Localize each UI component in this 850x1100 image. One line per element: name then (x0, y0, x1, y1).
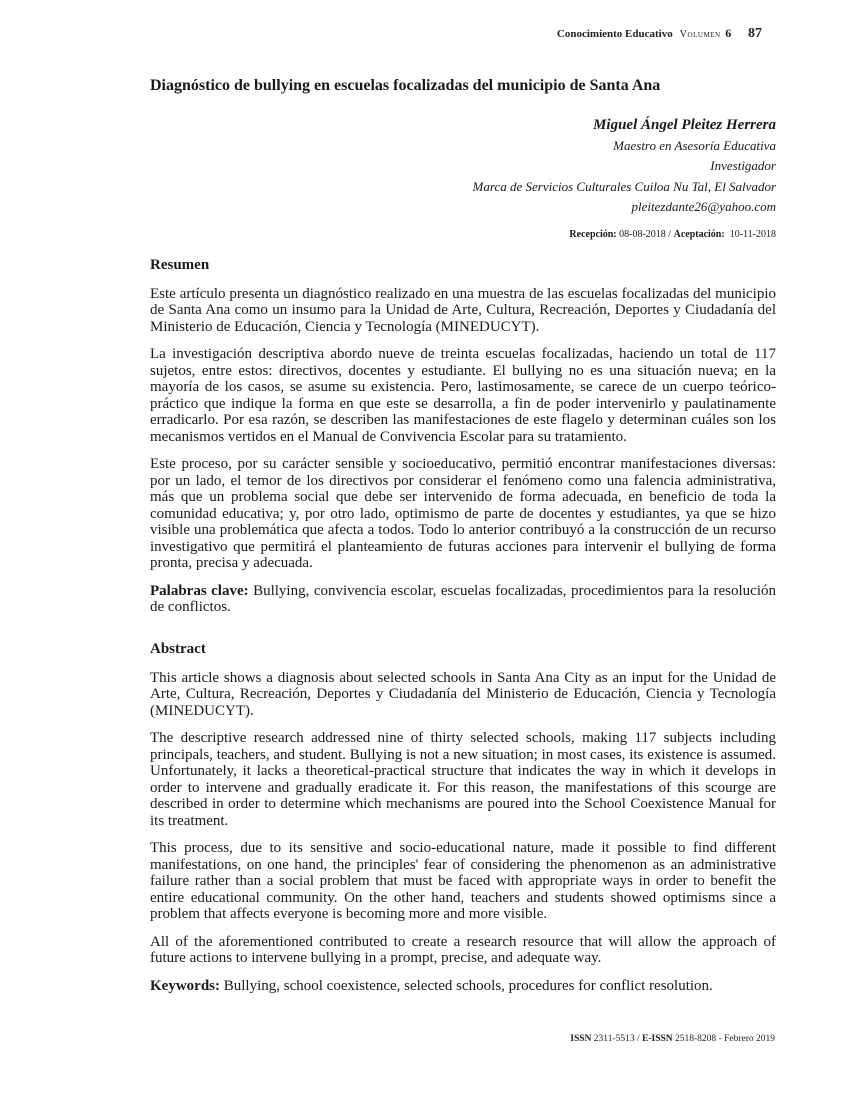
journal-name: Conocimiento Educativo (556, 28, 673, 40)
resumen-paragraph: La investigación descriptiva abordo nueve de treinta escuelas focalizadas, haciendo un total de 117 sujetos, entre estos: directivos, docentes y estudiante. El bullying no es una situación nueva; en la mayoría de los casos, se asume su existencia. Pero, lastimosamente, se carece de un cuerpo teórico-práctico que indique la forma en que este se desarrolla, a fin de poder intervenirlo y paulatinamente erradicarlo. Por esa razón, se describen las manifestaciones de este flagelo y determinan cuáles son los mecanismos vertidos en el Manual de Convivencia Escolar para su tratamiento. (150, 346, 776, 445)
abstract-heading: Abstract (150, 640, 206, 657)
palabras-clave-text: Bullying, convivencia escolar, escuelas focalizadas, procedimientos para la resolución de conflictos. (150, 582, 776, 615)
volume-number: 6 (725, 26, 732, 40)
author-email[interactable]: pleitezdante26@yahoo.com (631, 199, 776, 214)
page-footer (570, 1034, 775, 1044)
page-number: 87 (748, 26, 762, 41)
received-label: Recepción: (569, 228, 617, 240)
abstract-paragraph: This article shows a diagnosis about selected schools in Santa Ana City as an input for the Unidad de Arte, Cultura, Recreación, Deportes y Ciudadanía del Ministerio de Educación, Ciencia y Tecnología (MINEDUCYT). (150, 669, 776, 719)
article-body (150, 76, 776, 1005)
volume-label: Volumen (679, 29, 721, 40)
keywords-text: Bullying, school coexistence, selected schools, procedures for conflict resolution. (220, 977, 713, 994)
author-affiliation: Marca de Servicios Culturales Cuiloa Nu Tal, El Salvador (472, 178, 776, 194)
author-role: Investigador (710, 158, 776, 173)
author-block (150, 115, 776, 218)
eissn-label: E-ISSN (642, 1034, 673, 1044)
keywords (150, 978, 776, 995)
resumen-paragraph: Este artículo presenta un diagnóstico realizado en una muestra de las escuelas focalizadas del municipio de Santa Ana como un insumo para la Unidad de Arte, Cultura, Recreación, Deportes y Ciudadanía del Ministerio de Educación, Ciencia y Tecnología (MINEDUCYT). (150, 285, 776, 335)
author-degree: Maestro en Asesoría Educativa (613, 137, 776, 153)
palabras-clave (150, 583, 776, 616)
accepted-date: 10-11-2018 (729, 228, 776, 240)
abstract-paragraph: All of the aforementioned contributed to create a research resource that will allow the approach of future actions to intervene bullying in a prompt, precise, and adequate way. (150, 933, 776, 966)
accepted-label: Aceptación: (673, 228, 725, 240)
submission-dates (150, 229, 776, 240)
author-name: Miguel Ángel Pleitez Herrera (593, 117, 776, 133)
abstract-paragraph: This process, due to its sensitive and socio-educational nature, made it possible to find different manifestations, on one hand, the principles' fear of considering the phenomenon as an administrative failure rather than a social problem that must be faced with appropriate ways in order to benefit the entire educational community. On the other hand, teachers and students showed optimisms since a problem that affects everyone is becoming more and more visible. (150, 840, 776, 922)
article-title: Diagnóstico de bullying en escuelas focalizadas del municipio de Santa Ana (150, 77, 661, 94)
running-header (557, 26, 762, 42)
received-date: 08-08-2018 / (619, 228, 672, 240)
abstract-paragraph: The descriptive research addressed nine of thirty selected schools, making 117 subjects including principals, teachers, and student. Bullying is not a new situation; in most cases, its existence is assumed. Unfortunately, it lacks a theoretical-practical structure that indicates the way in which it develops in order to intervene and gradually eradicate it. For this reason, the manifestations of this scourge are described in order to determine which mechanisms are poured into the School Coexistence Manual for its treatment. (150, 730, 776, 829)
palabras-clave-label: Palabras clave: (150, 582, 249, 599)
resumen-heading: Resumen (150, 256, 210, 273)
keywords-label: Keywords: (150, 977, 220, 994)
resumen-paragraph: Este proceso, por su carácter sensible y socioeducativo, permitió encontrar manifestaciones diversas: por un lado, el temor de los directivos por considerar el fenómeno como una falencia administrativa, más que un problema social que debe ser intervenido de forma adecuada, en beneficio de toda la comunidad educativa; y, por otro lado, optimismo de parte de docentes y estudiantes, ya que se hizo visible una problemática que afecta a todos. Todo lo anterior contribuyó a la construcción de un recurso investigativo que permitirá el planteamiento de futuras acciones para intervenir el bullying de forma pronta, precisa y adecuada. (150, 456, 776, 571)
issn-label: ISSN (570, 1034, 592, 1044)
issn-value: 2311-5513 / (593, 1034, 640, 1044)
eissn-value: 2518-8208 - Febrero 2019 (675, 1034, 775, 1044)
